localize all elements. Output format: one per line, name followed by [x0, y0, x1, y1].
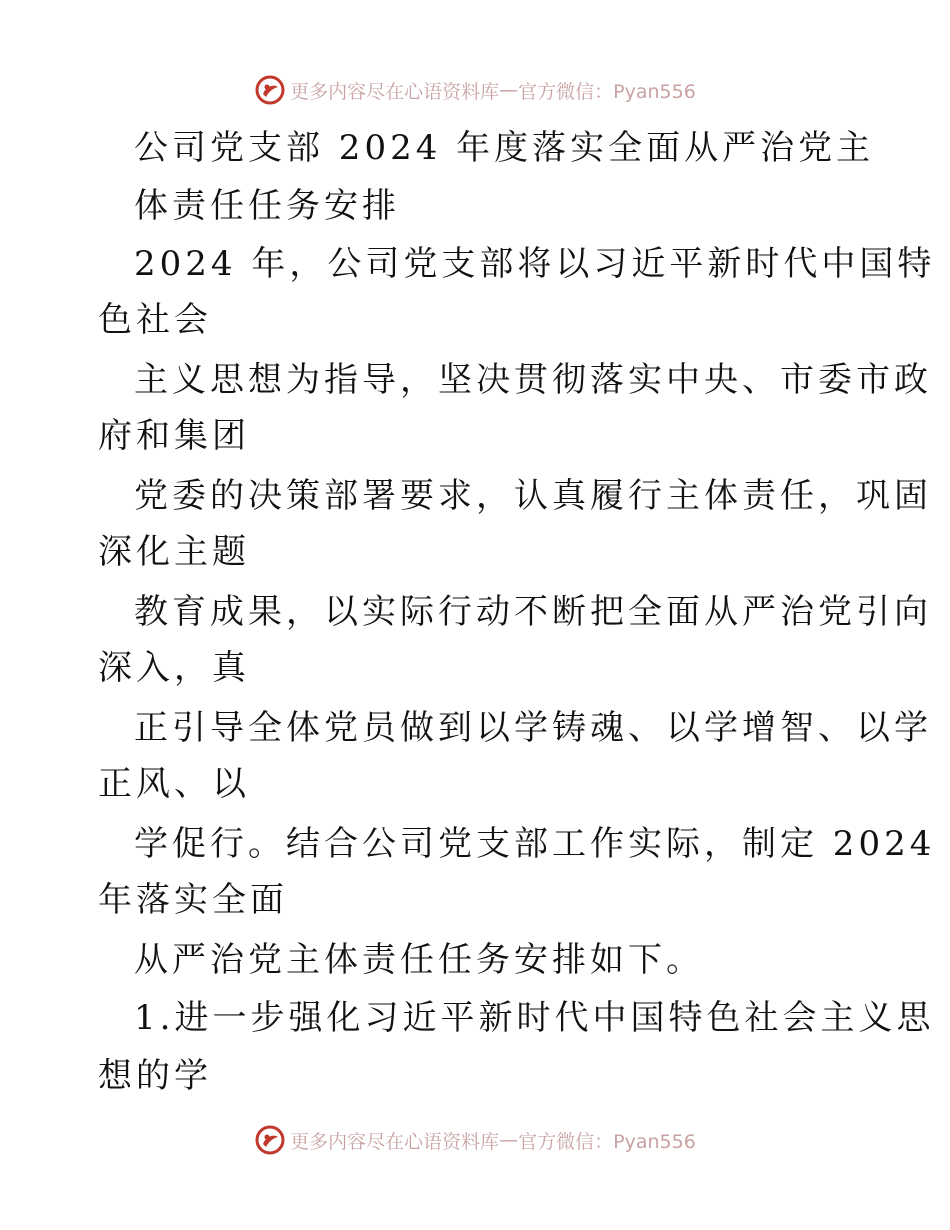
watermark-dash: —: [499, 1129, 519, 1151]
watermark-text: 更多内容尽在心语资料库: [290, 80, 500, 103]
watermark-dash: —: [499, 79, 519, 101]
paragraph-line: 学促行。结合公司党支部工作实际，制定 2024: [134, 824, 936, 864]
paragraph-line: 色社会: [98, 300, 212, 340]
logo-icon: [254, 1124, 286, 1156]
paragraph-line: 想的学: [98, 1056, 212, 1096]
document-title-line-1: 公司党支部 2024 年度落实全面从严治党主: [134, 128, 875, 168]
paragraph-line: 主义思想为指导，坚决贯彻落实中央、市委市政: [134, 360, 932, 400]
paragraph-line: 从严治党主体责任任务安排如下。: [134, 940, 704, 980]
logo-icon: [254, 74, 286, 106]
paragraph-line: 2024 年，公司党支部将以习近平新时代中国特: [134, 244, 936, 284]
paragraph-line: 党委的决策部署要求，认真履行主体责任，巩固: [134, 476, 932, 516]
watermark-wechat: 官方微信：Pyan556: [518, 1130, 696, 1153]
paragraph-line: 深入，真: [98, 648, 250, 688]
paragraph-line: 教育成果，以实际行动不断把全面从严治党引向: [134, 592, 932, 632]
document-title-line-2: 体责任任务安排: [134, 186, 400, 226]
paragraph-line: 深化主题: [98, 532, 250, 572]
paragraph-line: 年落实全面: [98, 880, 288, 920]
watermark-wechat: 官方微信：Pyan556: [518, 80, 696, 103]
paragraph-line: 正风、以: [98, 764, 250, 804]
paragraph-line: 1.进一步强化习近平新时代中国特色社会主义思: [134, 998, 935, 1038]
paragraph-line: 府和集团: [98, 416, 250, 456]
paragraph-line: 正引导全体党员做到以学铸魂、以学增智、以学: [134, 708, 932, 748]
header-watermark: [0, 70, 950, 110]
footer-watermark: [0, 1120, 950, 1160]
watermark-text: 更多内容尽在心语资料库: [290, 1130, 500, 1153]
